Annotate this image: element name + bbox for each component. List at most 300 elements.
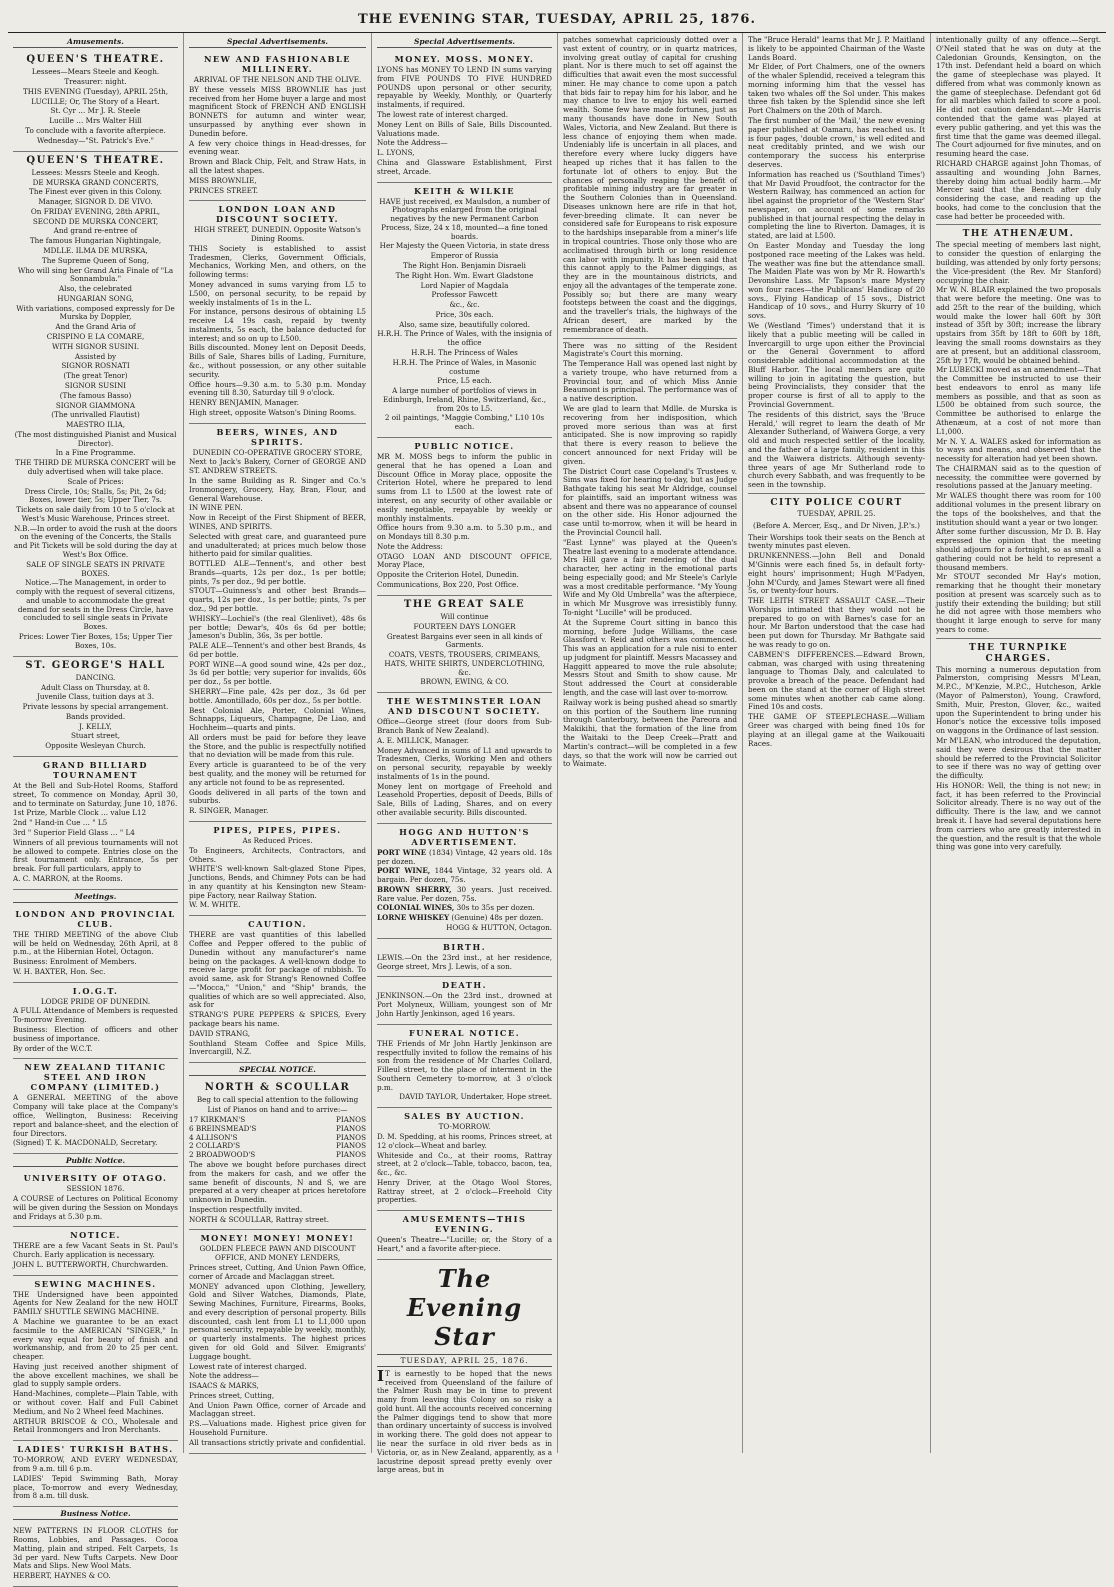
ad-westminster-loan bbox=[377, 693, 552, 824]
ad-title: NEW ZEALAND TITANIC STEEL AND IRON COMPANY (LIMITED.) bbox=[24, 1062, 167, 1093]
ad-line: By order of the W.C.T. bbox=[13, 1043, 93, 1053]
ad-line: NORTH & SCOULLAR, Rattray street. bbox=[189, 1214, 329, 1224]
article-paragraph: Railway work is being pushed ahead so smartly on this portion of the Southern line running through Canterbury, between the Pareora and Makikihi, that the formation of the line from the Waitaki to the Deep Creek—Pratt and Martin's contract—will be completed in a few days, so that the work will now be carried out to Waimate. bbox=[563, 697, 737, 769]
ad-line: THERE are vast quantities of this labelled Coffee and Pepper offered to the public of Dunedin without any manufacturer's name being on the packages. A well-known dodge to receive large profit for package of rubbish. To avoid same, ask for Strang's Renowned Coffee—"Mocca," "Union," and "Ship" brands, the qualities of which are so well appreciated. Also, ask for bbox=[189, 930, 366, 1010]
article-paragraph: Information has reached us ('Southland Times') that Mr David Proudfoot, the contractor for the Western Railway, has commenced an action for libel against the proprietor of the 'Western Star' newspaper, on account of some remarks published in that journal respecting the delay in completing the line to Riverton. Damages, it is stated, are laid at L500. bbox=[748, 169, 925, 241]
ad-line: HUNGARIAN SONG, bbox=[57, 293, 134, 303]
column-4 bbox=[558, 33, 743, 1453]
ad-line: J. KELLY, bbox=[79, 721, 112, 731]
police-court-heading: CITY POLICE COURT bbox=[770, 497, 903, 508]
table-cell: 4 ALLISON'S bbox=[189, 1132, 238, 1142]
ad-line: And Union Pawn Office, corner of Arcade and Maclaggan street. bbox=[189, 1400, 366, 1419]
ad-line: Lessees: Messrs Steele and Keogh. bbox=[31, 167, 160, 177]
ad-body bbox=[13, 1242, 178, 1269]
ad-line: Notice.—The Management, in order to comply with the request of several citizens, and unable to accommodate the great demand for seats in the Dress Circle, have concluded to sell single seats in Private Boxes. bbox=[16, 578, 175, 632]
ad-sewing-machines bbox=[13, 1276, 178, 1442]
table-cell: PIANOS bbox=[336, 1123, 366, 1133]
ad-line: (The most distinguished Pianist and Musical Director). bbox=[14, 429, 177, 448]
ad-line: THIS Society is established to assist Tradesmen, Clerks, Government Officials, Mechanics, Working Men, and others, on the following terms: bbox=[189, 243, 366, 280]
ad-line: Inspection respectfully invited. bbox=[189, 1204, 303, 1214]
ad-line: A. C. MARRON, at the Rooms. bbox=[13, 873, 123, 883]
ad-line: SALE OF SINGLE SEATS IN PRIVATE BOXES. bbox=[26, 559, 165, 578]
ad-body bbox=[13, 68, 178, 145]
ad-body bbox=[189, 86, 366, 195]
ad-line: Greatest Bargains ever seen in all kinds of Garments. bbox=[386, 631, 543, 650]
ad-line: DAVID STRANG, bbox=[189, 1028, 251, 1038]
ad-line: And grand re-entree of bbox=[53, 226, 138, 236]
ad-line: Note the Address— bbox=[377, 138, 448, 148]
ad-line: MR M. MOSS begs to inform the public in general that he has opened a Loan and Discount Office in Moray place, opposite the Criterion Hotel, where he prepared to lend sums from L1 to L500 at the lowest rate of interest, on any security of other available or easily negotiable, repayable by weekly or monthly instalments. bbox=[377, 452, 552, 523]
table-cell: PIANOS bbox=[336, 1115, 366, 1125]
ad-north-scoullar bbox=[189, 1079, 366, 1230]
wine-item bbox=[377, 849, 552, 867]
ad-title: LONDON LOAN AND DISCOUNT SOCIETY. bbox=[216, 204, 339, 225]
ad-title: LADIES' TURKISH BATHS. bbox=[17, 1444, 174, 1455]
table-row bbox=[189, 1151, 366, 1160]
ad-line: OTAGO LOAN AND DISCOUNT OFFICE, Moray Place, bbox=[377, 551, 552, 570]
ad-line: HAVE just received, ex Maulsdon, a number of Photographs enlarged from the original negatives by the new Permanent Carbon Process, Size, 24 x 18, mounted—a fine toned boards. bbox=[379, 196, 550, 241]
ad-line: To Engineers, Architects, Contractors, and Others. bbox=[189, 845, 366, 864]
sales-by-auction bbox=[377, 1108, 552, 1211]
ad-line: H.R.H. The Prince of Wales, in Masonic costume bbox=[392, 357, 537, 376]
ad-line: A few very choice things in Head-dresses, for evening wear. bbox=[189, 138, 366, 157]
ad-line: Best Colonial Ale, Porter, Colonial Wines, Schnapps, Liqueurs, Champagne, De Liao, and Hochheim—quarts and pints. bbox=[189, 705, 366, 733]
ad-line: Price, 30s each. bbox=[435, 309, 494, 319]
ad-line: Stuart street, bbox=[70, 731, 121, 741]
wine-list bbox=[377, 849, 552, 923]
ad-provincial-club bbox=[13, 906, 178, 983]
ad-line: Lessees—Mears Steele and Keogh. bbox=[31, 67, 160, 77]
ad-line: MDLLE. ILMA DE MURSKA, bbox=[43, 246, 148, 256]
ad-line: To conclude with a favorite afterpiece. bbox=[25, 126, 166, 136]
ad-line: Will continue bbox=[440, 611, 489, 621]
ad-line: A. E. MILLICK, Manager. bbox=[377, 735, 469, 745]
article-paragraph: intentionally guilty of any offence.—Sergt. O'Neil stated that he was on duty at the Caledonian Grounds, Kensington, on the 17th inst. Defendant held a board on which the game of steeplechase was played. It differed from what was commonly known as the game of steeplechase. Defendant got 6d for all marbles which failed to score a pool. He did not caution defendant.—Mr Harris contended that the game was played at every public gathering, and yet this was the first time that the game was deemed illegal. The Court adjourned for five minutes, and on resuming heard the case. bbox=[936, 35, 1101, 159]
ad-title: LONDON AND PROVINCIAL CLUB. bbox=[15, 908, 176, 929]
ad-line: Treasurer: night. bbox=[64, 77, 127, 87]
ad-title: PIPES, PIPES, PIPES. bbox=[213, 824, 342, 835]
ad-line: Dress Circle, 10s; Stalls, 5s; Pit, 2s 6d; Boxes, lower tier, 5s; Upper Tier, 7s. bbox=[24, 486, 167, 505]
ad-title: I.O.G.T. bbox=[72, 985, 119, 996]
ad-line: On FRIDAY EVENING, 28th APRIL, bbox=[30, 206, 161, 216]
ad-iogt bbox=[13, 983, 178, 1060]
ad-line: Brown and Black Chip, Felt, and Straw Hats, in all the latest shapes. bbox=[189, 157, 366, 175]
ad-line: In a Fine Programme. bbox=[55, 448, 136, 458]
ad-line: R. SINGER, Manager. bbox=[189, 806, 269, 816]
ad-body bbox=[189, 458, 366, 815]
ad-line: Next to Jack's Bakery, Corner of GEORGE AND ST. ANDREW STREETS. bbox=[189, 457, 366, 476]
ad-subtitle: LODGE PRIDE OF DUNEDIN. bbox=[40, 996, 151, 1006]
ad-line: H.R.H. The Prince of Wales, with the insignia of the office bbox=[377, 329, 552, 348]
ad-title: ST. GEORGE'S HALL bbox=[25, 659, 166, 671]
ad-line: (The great Tenor) bbox=[63, 371, 128, 381]
ad-subtitle: DUNEDIN CO-OPERATIVE GROCERY STORE, bbox=[192, 447, 363, 457]
ad-line: Henry Driver, at the Otago Wool Stores, Rattray street, at 2 o'clock—Freehold City properties. bbox=[377, 1177, 552, 1205]
ad-line: CRISPINO E LA COMARE, bbox=[46, 332, 145, 342]
ad-body bbox=[189, 1264, 366, 1448]
piano-list bbox=[189, 1116, 366, 1160]
ad-line: Opposite the Criterion Hotel, Dunedin. bbox=[377, 570, 519, 580]
ad-title: NORTH & SCOULLAR bbox=[204, 1082, 351, 1094]
ad-line: THE THIRD MEETING of the above Club will be held on Wednesday, 26th April, at 8 p.m., at the Hibernian Hotel, Octagon. bbox=[13, 929, 178, 957]
ad-line: At the Bell and Sub-Hotel Rooms, Stafford street, To commence on Monday, April 30, and to terminate on Saturday, June 10, 1876. bbox=[13, 781, 178, 808]
ad-subtitle: As Reduced Prices. bbox=[242, 835, 313, 845]
ad-body: JENKINSON.—On the 23rd inst., drowned at Port Molyneux, William, youngest son of Mr John Hartly Jenkinson, aged 16 years. bbox=[377, 991, 552, 1018]
ad-title: UNIVERSITY OF OTAGO. bbox=[23, 1173, 168, 1184]
ad-subtitle: TO-MORROW. bbox=[438, 1122, 491, 1132]
notice-funeral bbox=[377, 1025, 552, 1108]
ad-line: Money Advanced in sums of L1 and upwards to Tradesmen, Clerks, Working Men and others on personal security, repayable by weekly instalments of 1s in the pound. bbox=[377, 745, 552, 781]
ad-line: WHISKY—Lochiel's (the real Glenlivet), 48s 6s per bottle; Dewar's, 40s 6s 6d per bottle; Jameson's Dublin, 36s, 3s per bottle. bbox=[189, 613, 366, 641]
article-paragraph: The first number of the 'Mail,' the new evening paper published at Oamaru, has reached us. It is four pages, 'double crown,' is well edited and neat creditably printed, and we wish our contemporary the success his enterprise deserves. bbox=[748, 116, 925, 169]
ad-body bbox=[189, 1161, 366, 1224]
ad-line: The Right Hon. Benjamin Disraeli bbox=[403, 260, 526, 270]
ad-body bbox=[13, 1195, 178, 1221]
wine-description: 30 years. Just received. Rare value. Per dozen, 75s. bbox=[377, 884, 553, 903]
article-paragraph: His HONOR: Well, the thing is not new; in fact, it has been referred to the Provincial Solicitor already. There is no way out of the difficulty. There is the law, and we cannot break it. I have had several deputations here from carriers who are greatly interested in the question, and the result is that the whole thing was gone into very carefully. bbox=[936, 780, 1101, 852]
ad-title: CAUTION. bbox=[248, 919, 307, 930]
article-paragraph: Mr Elder, of Port Chalmers, one of the owners of the whaler Splendid, received a telegram this morning informing him that the vessel has taken two whales off the Sol under. This makes three fish taken by the Splendid since she left Port Chalmers on the 20th of March. bbox=[748, 62, 925, 116]
ad-line: BOTTLED ALE—Tennent's, and other best Brands—quarts, 12s per doz., 1s per bottle; pints, 7s per doz., 9d per bottle. bbox=[189, 559, 366, 586]
ad-line: And the Grand Aria of bbox=[55, 322, 136, 332]
ad-line: In the same Building as R. Singer and Co.'s Ironmongery, Grocery, Hay, Bran, Flour, and General Warehouse. bbox=[189, 476, 366, 503]
turnpike-heading: THE TURNPIKE CHARGES. bbox=[968, 642, 1069, 664]
ad-body: THE Friends of Mr John Hartly Jenkinson are respectfully invited to follow the remains of his son from the residence of Mr Charles Collard, Filleul street, to the place of interment in the Southern Cemetery to-morrow, at 3 o'clock p.m. bbox=[377, 1038, 552, 1092]
ad-subtitle: ARRIVAL OF THE NELSON AND THE OLIVE. bbox=[193, 75, 362, 85]
paper-date: TUESDAY, APRIL 25, 1876. bbox=[377, 1354, 552, 1367]
ad-line: Goods delivered in all parts of the town and suburbs. bbox=[189, 787, 366, 806]
columns bbox=[8, 33, 1106, 1581]
ad-title: HOGG AND HUTTON'S ADVERTISEMENT. bbox=[399, 826, 530, 847]
ad-line: Beg to call special attention to the following bbox=[196, 1095, 359, 1105]
ad-line: Money Lent on Bills of Sale, Bills Discounted. Valuations made. bbox=[377, 119, 552, 138]
ad-line: Every article is guaranteed to be of the very best quality, and the money will be returned for any article not found to be as represented. bbox=[189, 760, 366, 787]
ad-line: P.S.—Valuations made. Highest price given for Household Furniture. bbox=[189, 1419, 366, 1438]
article-paragraph: Mr WALES thought there was room for 100 additional volumes in the present library on the tops of the bookshelves, and that the institution should want a year or two longer. bbox=[936, 491, 1101, 527]
section-header: Meetings. bbox=[13, 892, 178, 903]
article-paragraph: RICHARD CHARGE against John Thomas, of assaulting and wounding John Barnes, thereby doing him actual bodily harm.—Mr Mercer said that the Bench after duly considering the case, and reading up the books, had come to the conclusion that the case had better be proceeded with. bbox=[936, 158, 1101, 221]
article-paragraph: We are glad to learn that Mdlle. de Murska is recovering from her indisposition, which proved more serious than was at first anticipated. She is now improving so rapidly that there is every reason to believe the concert announced for next Friday will be given. bbox=[563, 404, 737, 466]
notice-birth bbox=[377, 939, 552, 978]
ad-notice-st-pauls bbox=[13, 1227, 178, 1275]
amusements-this-evening bbox=[377, 1211, 552, 1260]
ad-line: Princes street, Cutting, bbox=[189, 1390, 275, 1400]
ad-body bbox=[13, 1094, 178, 1148]
ad-line: The Right Hon. Wm. Ewart Gladstone bbox=[395, 270, 534, 280]
ad-line: HERBERT, HAYNES & CO. bbox=[13, 1571, 111, 1581]
ad-line: SECOND DE MURSKA CONCERT, bbox=[32, 216, 159, 226]
ad-title: THE WESTMINSTER LOAN AND DISCOUNT SOCIETY. bbox=[386, 696, 543, 717]
ad-floor-cloths bbox=[13, 1523, 178, 1587]
ad-line: THERE are a few Vacant Seats in St. Paul's Church. Early application is necessary. bbox=[13, 1241, 178, 1260]
ad-line: Juvenile Class, tuition days at 3. bbox=[36, 692, 155, 702]
wine-description: (Genuine) 48s per dozen. bbox=[451, 913, 544, 923]
athenaeum-heading: THE ATHENÆUM. bbox=[962, 229, 1075, 240]
ad-line: A COURSE of Lectures on Political Economy will be given during the Session on Mondays and Fridays at 5.30 p.m. bbox=[13, 1193, 178, 1221]
article-paragraph: The residents of this district, says the 'Bruce Herald,' will regret to learn the death of Mr Alexander Sutherland, of Waiwera Gorge, a very old and much respected settler of the locality, and the father of a large family, resident in this and the Waiwera districts. Although seventy-three years of age Mr Sutherland rode to church every Sabbath, and was frequently to be seen in the township. bbox=[748, 409, 925, 490]
ad-line: BY these vessels MISS BROWNLIE has just received from her Home buyer a large and most magnificent Stock of FRENCH AND ENGLISH BONNETS for autumn and winter wear, unsurpassed by anything ever shown in Dunedin before. bbox=[189, 84, 366, 138]
ad-theatre-murska bbox=[13, 152, 178, 657]
ad-line: The Supreme Queen of Song, bbox=[41, 255, 150, 265]
ad-line: THIS EVENING (Tuesday), APRIL 25th, bbox=[22, 86, 168, 96]
ad-line: Assisted by bbox=[74, 351, 117, 361]
ad-title: MONEY! MONEY! MONEY! bbox=[200, 1233, 355, 1244]
ad-turkish-baths bbox=[13, 1441, 178, 1507]
ad-line: 2nd " Hand-in Cue … " L5 bbox=[13, 818, 108, 828]
table-cell: 6 BREINSMEAD'S bbox=[189, 1123, 257, 1133]
ad-line: THE Undersigned have been appointed Agents for New Zealand for the new HOLT FAMILY SHUTTLE SEWING MACHINE. bbox=[13, 1289, 178, 1317]
ad-body bbox=[13, 782, 178, 884]
ad-line: LUCILLE; Or, The Story of a Heart. bbox=[31, 96, 160, 106]
wine-description: 1844 Vintage, 32 years old. A bargain. Per dozen, 75s. bbox=[377, 866, 552, 885]
ad-title: SEWING MACHINES. bbox=[34, 1278, 157, 1289]
ad-beers-wines bbox=[189, 424, 366, 822]
paper-nameplate: The Evening Star bbox=[406, 1263, 523, 1352]
ad-title: NEW AND FASHIONABLE MILLINERY. bbox=[203, 54, 352, 75]
ad-line: D. M. Spedding, at his rooms, Princes street, at 12 o'clock—Wheat and barley. bbox=[377, 1131, 552, 1150]
article-paragraph: We (Westland 'Times') understand that it is likely that a public meeting will be called in Invercargill to urge upon either the Provincial or the General Government to afford considerable additional accommodation at the Bluff Harbor. The local members are quite willing to join in agitating the question, but being Provincialists, they consider that the proper course is first of all to apply to the Provincial Government. bbox=[748, 321, 925, 410]
ad-hogg-hutton bbox=[377, 824, 552, 939]
ad-body bbox=[377, 1133, 552, 1205]
ad-line: MISS BROWNLIE, bbox=[189, 175, 257, 185]
article-paragraph: The "Bruce Herald" learns that Mr J. P. Maitland is likely to be appointed Chairman of the Waste Lands Board. bbox=[748, 35, 925, 62]
ad-title: AMUSEMENTS—THIS EVENING. bbox=[402, 1214, 527, 1235]
ad-line: Private lessons by special arrangement. bbox=[22, 702, 169, 712]
ad-body bbox=[189, 1096, 366, 1115]
ad-line: Also, same size, beautifully colored. bbox=[399, 319, 530, 329]
ad-university bbox=[13, 1170, 178, 1227]
ad-line: SIGNOR GIAMMONA bbox=[55, 400, 136, 410]
ad-line: Note the Address: bbox=[377, 541, 443, 551]
article-paragraph: "East Lynne" was played at the Queen's Theatre last evening to a moderate attendance. Mrs Hill gave a fair rendering of the dual character, her acting in the emotional parts being especially good; and Mr Steele's Carlyle was a most creditable performance. "My Young Wife and My Old Umbrella" was the afterpiece, in which Mr Musgrove was irresistibly funny. To-night "Lucille" will be produced. bbox=[563, 537, 737, 617]
ad-line: WHITE'S well-known Salt-glazed Stone Pipes, Junctions, Bends, and Chimney Pots can be had in any quantity at his Kensington new Steam-pipe Factory, near Railway Station. bbox=[189, 864, 366, 900]
ad-body bbox=[189, 847, 366, 910]
notice-death bbox=[377, 977, 552, 1024]
ad-line: N.B.—In order to avoid the rush at the doors on the evening of the Concerts, the Stalls and Pit Tickets will be sold during the day at West's Box Office. bbox=[13, 523, 178, 560]
ad-line: PORT WINE—A good sound wine, 42s per doz., 3s 6d per bottle; very superior for invalids, 60s per doz., 5s per bottle. bbox=[189, 659, 366, 687]
table-cell: 2 BROADWOOD'S bbox=[189, 1150, 256, 1160]
ad-line: LYONS has MONEY TO LEND IN sums varying from FIVE POUNDS TO FIVE HUNDRED POUNDS upon personal or other security, repayable by Weekly, Monthly, or Quarterly instalments, if required. bbox=[377, 65, 552, 110]
ad-line: HENRY BENJAMIN, Manager. bbox=[189, 398, 299, 408]
ad-line: ISAACS & MARKS, bbox=[189, 1381, 259, 1391]
ad-body bbox=[377, 613, 552, 687]
ad-line: Having just received another shipment of the above excellent machines, we shall be glad to supply sample orders. bbox=[13, 1361, 178, 1389]
ad-line: W. H. BAXTER, Hon. Sec. bbox=[13, 966, 106, 976]
ad-line: 1st Prize, Marble Clock … value L12 bbox=[13, 808, 147, 818]
article-paragraph: Mr LUBECKI moved as an amendment—That the Committee be instructed to use their best endeavors to enrol as many life members as possible, and that as soon as L500 be obtained from such source, the Committee be authorised to enlarge the Athenæum, at a cost of not more than L1,000. bbox=[936, 365, 1101, 436]
ad-line: Professor Fawcett bbox=[431, 290, 498, 300]
ad-line: Winners of all previous tournaments will not be allowed to compete. Entries close on the first tournament only. Entrance, 5s per break. For full particulars, apply to bbox=[13, 837, 178, 874]
article-paragraph: Mr STOUT seconded Mr Hay's motion, remarking that he thought their monetary position at present was scarcely such as to justify their extending the building; but still he did not agree with those members who thought it large enough to serve for many years to come. bbox=[936, 572, 1101, 634]
ad-st-georges-hall bbox=[13, 657, 178, 757]
ad-body bbox=[13, 1456, 178, 1501]
table-cell: PIANOS bbox=[336, 1132, 366, 1142]
table-cell: 2 COLLARD'S bbox=[189, 1141, 241, 1151]
ad-line: Now in Receipt of the First Shipment of BEER, WINES, AND SPIRITS. bbox=[189, 513, 366, 531]
ad-caution-strang bbox=[189, 916, 366, 1063]
article-paragraph: The District Court case Copeland's Trustees v. Sims was fixed for hearing to-day, but as Judge Bathgate taking his seat Mr Aldridge, counsel for plaintiffs, said an important witness was absent and there was no appearance of counsel on the other side. His Honor adjourned the case until to-morrow, when it will be heard in the Provincial Council hall. bbox=[563, 466, 737, 537]
section-header: Public Notice. bbox=[13, 1156, 178, 1167]
article-paragraph: The Temperance Hall was opened last night by a variety troupe, who have returned from a Provincial tour, and of which Miss Annie Beaumont is principal. The performance was of a native description. bbox=[563, 359, 737, 404]
ad-title: BIRTH. bbox=[442, 941, 487, 952]
ad-line: Her Majesty the Queen Victoria, in state dress bbox=[379, 241, 550, 251]
ad-millinery bbox=[189, 51, 366, 201]
article-paragraph: This morning a numerous deputation from Palmerston, comprising Messrs M'Lean, M.P.C., M'Kenzie, M.P.C., Hutcheson, Arkle (Mayor of Palmerston), Young, Crawford, Smith, Muir, Preston, Glover, &c., waited upon the Superintendent to bring under his Honor's notice the excessive tolls imposed on waggons in the Ordinance of last session. bbox=[936, 664, 1101, 736]
ad-line: Also, the celebrated bbox=[58, 284, 133, 294]
ad-london-loan bbox=[189, 201, 366, 423]
ad-line: The lowest rate of interest charged. bbox=[377, 110, 509, 120]
ad-line: (Signed) T. K. MACDONALD, Secretary. bbox=[13, 1138, 158, 1148]
ad-signature: HOGG & HUTTON, Octagon. bbox=[446, 923, 552, 933]
ad-line: Scale of Prices: bbox=[67, 476, 124, 486]
page-masthead: THE EVENING STAR, TUESDAY, APRIL 25, 1876. bbox=[8, 6, 1106, 33]
ad-body bbox=[377, 198, 552, 433]
ad-body bbox=[13, 1527, 178, 1581]
ad-line: The Finest ever given in this Colony. bbox=[29, 187, 162, 197]
ad-title: NOTICE. bbox=[70, 1230, 121, 1241]
ad-line: Office—George street (four doors from Sub-Branch Bank of New Zealand). bbox=[377, 717, 552, 735]
ad-subtitle: GOLDEN FLEECE PAWN AND DISCOUNT OFFICE, AND MONEY LENDERS, bbox=[199, 1244, 356, 1263]
ad-line: 2 oil paintings, "Maggie Combing," L10 10s each. bbox=[384, 413, 545, 432]
ad-line: Note the address— bbox=[189, 1371, 259, 1381]
ad-line: H.R.H. The Princess of Wales bbox=[411, 348, 518, 358]
wine-description: (1834) Vintage, 42 years old. 18s per dozen. bbox=[377, 847, 552, 866]
ad-title: DEATH. bbox=[442, 980, 487, 991]
article-paragraph: Their Worships took their seats on the Bench at twenty minutes past eleven. bbox=[748, 532, 925, 551]
ad-line: With variations, composed expressly for De Murska by Doppler, bbox=[16, 303, 175, 322]
ad-line: Business: Enrolment of Members. bbox=[13, 957, 137, 967]
table-cell: PIANOS bbox=[336, 1141, 366, 1151]
ad-line: Office hours from 9.30 a.m. to 5.30 p.m., and on Mondays till 8.30 p.m. bbox=[377, 523, 552, 542]
ad-line: High street, opposite Watson's Dining Rooms. bbox=[189, 407, 357, 417]
section-header: Special Advertisements. bbox=[189, 37, 366, 48]
ad-body: Queen's Theatre—"Lucille; or, the Story of a Heart," and a favorite after-piece. bbox=[377, 1235, 552, 1254]
ad-line: NEW PATTERNS IN FLOOR CLOTHS for Rooms, Lobbies, and Passages. Cocoa Matting, plain and striped. Felt Carpets, 1s 3d per yard. New Tufts Carpets. New Door Mats and Slips. New Wool Mats. bbox=[13, 1526, 178, 1571]
ad-line: THE THIRD DE MURSKA CONCERT will be duly advertised when will take place. bbox=[15, 458, 176, 476]
ad-body: LEWIS.—On the 23rd inst., at her residence, George street, Mrs J. Lewis, of a son. bbox=[377, 952, 552, 971]
ad-line: Bands provided. bbox=[65, 711, 126, 721]
ad-body bbox=[13, 169, 178, 651]
article-paragraph: DRUNKENNESS.—John Bell and Donald M'Ginnis were each fined 5s, in default forty-eight hours' imprisonment; Hugh M'Fadyen, John M'Curdy, and James Stewart were all fined 5s, or twenty-four hours. bbox=[748, 551, 925, 596]
ad-body bbox=[189, 245, 366, 418]
ad-line: DANCING. bbox=[75, 672, 116, 682]
ad-line: Price, L5 each. bbox=[437, 376, 492, 386]
article-paragraph: On Easter Monday and Tuesday the long postponed race meeting of the Lakes was held. The weather was fine but the attendance small. The Maiden Plate was won by Mr R. Howarth's Devonshire Lass. Mr Tapson's mare Mystery won four races—the Publicans' Handicap of 20 sovs., Flying Handicap of 15 sovs., District Handicap of 10 sovs., and Hurry Skurry of 10 sovs. bbox=[748, 240, 925, 321]
ad-great-sale bbox=[377, 596, 552, 693]
ad-pipes bbox=[189, 822, 366, 916]
ad-line: The famous Hungarian Nightingale, bbox=[29, 236, 162, 246]
ad-line: Money lent on mortgage of Freehold and Leasehold Properties, deposit of Deeds, Bills of Sale, Bills of Lading, Shares, and on every other available security. Bills discounted. bbox=[377, 781, 552, 818]
section-header: Business Notice. bbox=[13, 1509, 178, 1520]
ad-body bbox=[13, 1007, 178, 1053]
ad-subtitle: HIGH STREET, DUNEDIN. Opposite Watson's Dining Rooms. bbox=[194, 225, 361, 244]
ad-body bbox=[377, 66, 552, 176]
ad-title: FUNERAL NOTICE. bbox=[408, 1027, 521, 1038]
article-paragraph: CABMEN'S DIFFERENCES.—Edward Brown, cabman, was charged with using threatening language to Thomas Daly, and calculated to provoke a breach of the peace. Defendant had been on the stand at the corner of High street some minutes when another cab came along. Fined 10s and costs. bbox=[748, 649, 925, 712]
ad-line: Lucille … Mrs Walter Hill bbox=[49, 116, 142, 126]
ad-line: COATS, VESTS, TROUSERS, CRIMEANS, HATS, WHITE SHIRTS, UNDERCLOTHING, &c. bbox=[384, 650, 545, 677]
ad-line: (The unrivalled Flautist) bbox=[51, 410, 140, 420]
ad-body bbox=[13, 931, 178, 977]
ad-line: Tickets on sale daily from 10 to 5 o'clock at West's Music Warehouse, Princes street. bbox=[16, 505, 175, 523]
ad-line: China and Glassware Establishment, First street, Arcade. bbox=[377, 157, 552, 176]
ad-line: Wednesday—"St. Patrick's Eve." bbox=[37, 135, 154, 145]
ad-title: MONEY. MOSS. MONEY. bbox=[394, 54, 535, 65]
ad-line: All orders must be paid for before they leave the Store, and the public is respectfully notified that no deviation will be made from this rule. bbox=[189, 732, 366, 760]
ad-title: QUEEN'S THEATRE. bbox=[26, 54, 165, 66]
column-2 bbox=[184, 33, 372, 1453]
ad-line: STOUT—Guinness's and other best Brands—quarts, 12s per doz., 1s per bottle; pints, 7s per doz., 9d per bottle. bbox=[189, 586, 366, 613]
ad-line: Prices: Lower Tier Boxes, 15s; Upper Tier Boxes, 10s. bbox=[18, 632, 173, 650]
wine-name: LORNE WHISKEY bbox=[377, 913, 450, 923]
ad-body bbox=[13, 674, 178, 751]
ad-line: A Machine we guarantee to be an exact facsimile to the AMERICAN "SINGER," In every way equal for beauty of finish and workmanship, and from 20 to 25 per cent. cheaper. bbox=[13, 1317, 178, 1362]
ad-line: (The famous Basso) bbox=[59, 390, 132, 400]
wine-name: PORT WINE, bbox=[377, 866, 431, 876]
column-6 bbox=[931, 33, 1106, 1453]
divider bbox=[936, 638, 1101, 639]
ad-subtitle: SESSION 1876. bbox=[66, 1184, 125, 1194]
ad-line: A large number of portfolios of views in Edinburgh, Ireland, Rhine, Switzerland, &c., from 20s to L5. bbox=[382, 386, 547, 413]
ad-line: Southland Steam Coffee and Spice Mills, Invercargill, N.Z. bbox=[189, 1038, 366, 1057]
article-paragraph: Mr M'LEAN, who introduced the deputation, said they were desirous that the matter should be referred to the Provincial Solicitor to see if there was no way of getting over the difficulty. bbox=[936, 735, 1101, 781]
ad-line: Selected with great care, and guaranteed pure and unadulterated; at prices much below those hitherto paid for similar qualities. bbox=[189, 531, 366, 559]
wine-item bbox=[377, 904, 552, 913]
ad-line: IN WINE PEN. bbox=[189, 503, 243, 513]
wine-item bbox=[377, 886, 552, 904]
ad-body bbox=[189, 931, 366, 1057]
article-paragraph: THE LEITH STREET ASSAULT CASE.—Their Worships intimated that they would not be prepared to go on with Barnes's case for an hour. Mr Barton understood that the case had been put down for Thursday. Mr Bathgate said he was ready to go on. bbox=[748, 596, 925, 649]
ad-line: &c., &c. bbox=[449, 300, 480, 310]
ad-line: Opposite Wesleyan Church. bbox=[45, 741, 146, 751]
article-paragraph: THE GAME OF STEEPLECHASE.—William Greer was charged with being fined 10s for playing at an illegal game at the Waikouaiti Races. bbox=[748, 712, 925, 748]
ad-line: For instance, persons desirous of obtaining L5 receive L4 19s cash, repaid by twenty instalments, 5s each, the balance deducted for interest; and so on up to L500. bbox=[189, 307, 366, 343]
wine-item bbox=[377, 867, 552, 885]
ad-line: Emperor of Russia bbox=[430, 251, 499, 261]
ad-line: W. M. WHITE. bbox=[189, 900, 241, 910]
table-cell: 17 KIRKMAN'S bbox=[189, 1115, 246, 1125]
ad-line: Princes street, Cutting, And Union Pawn Office, corner of Arcade and Maclaggan street. bbox=[189, 1262, 366, 1281]
ad-line: Lord Napier of Magdala bbox=[420, 280, 509, 290]
ad-line: Bills discounted. Money lent on Deposit Deeds, Bills of Sale, Shares bills of Lading, Furniture, &c., without possession, or any other suitable security. bbox=[189, 343, 366, 379]
leading-article: IT is earnestly to be hoped that the news received from Queensland of the failure of the Palmer Rush may be in time to prevent many from leaving this Colony on so risky a gold hunt. All the accounts received concerning the Palmer diggings tend to show that more than ordinary uncertainty of success is involved in working there. The gold does not appear to lie near the surface in old river beds as in Victoria, or, as in New Zealand, apparently, as a lacustrine deposit spread pretty evenly over large areas, but in bbox=[377, 1366, 552, 1475]
ad-line: STRANG'S PURE PEPPERS & SPICES, Every package bears his name. bbox=[189, 1010, 366, 1029]
ad-line: Lowest rate of interest charged. bbox=[189, 1361, 307, 1371]
police-court-date: TUESDAY, APRIL 25. bbox=[797, 508, 876, 518]
article-paragraph: The special meeting of members last night, to consider the question of enlarging the building, was attended by only forty persons; the Vice-president (the Rev. Mr Stanford) occupying the chair. bbox=[936, 240, 1101, 285]
article-paragraph: patches somewhat capriciously dotted over a vast extent of country, or in quartz matrices, involving great outlay of capital for crushing plant. Nor is there much to set off against the difficulties that await even the most successful miner. He may chance to come upon a patch that bids fair to repay him for his labor, and he may chance to live to enjoy his well earned wealth. Some few have made fortunes, just as many thousands have done in New South Wales, Victoria, and New Zealand. But there is less chance of enjoying them when made. Undeniably life is uncertain in all places, and therefore every where lucky diggers have heaped up riches that it has fallen to the fortunate lot of others to enjoy. But the chances of personally reaping the benefit of profitable mining industry are far greater in the Southern Colonies than in Queensland. Diseases unknown here are rife in that hot, fever-breeding climate. It can never be considered safe for Europeans to risk exposure to the hardships inseparable from a miner's life in tropical countries. Those only those who are acclimatised through birth or long residence can labor with impunity. It has been said that this cannot apply to the Palmer diggings, as they are in the mountainous districts, and enjoy all the advantages of the temperate zone. Possibly so; but there are many weary footsteps between the coast and the diggings, and the traveller's trials, the highways of the African desert, are marked by the remembrance of death. bbox=[563, 35, 737, 334]
ad-line: The above we bought before purchases direct from the makers for cash, and we offer the same benefit of discounts, N and S, we are prepared at a very cheaper at prices heretofore unknown in Dunedin. bbox=[189, 1159, 366, 1205]
wine-description: 30s to 35s per dozen. bbox=[456, 903, 535, 913]
ad-line: Whiteside and Co., at their rooms, Rattray street, at 2 o'clock—Table, tobacco, bacon, tea, &c., &c. bbox=[377, 1150, 552, 1178]
ad-body bbox=[377, 718, 552, 818]
article-paragraph: At the Supreme Court sitting in banco this morning, before Judge Williams, the case Glassford v. Reid and others was commenced. This was an application for a rule nisi to enter up judgment for plaintiff. Messrs Macassey and Haggitt appeared to move the rule absolute; Messrs Stout and Smith to show cause. Mr Stout addressed the Court at considerable length, and the case will last over to-morrow. bbox=[563, 617, 737, 698]
ad-line: MAESTRO ILIA, bbox=[65, 420, 126, 430]
ad-line: L. LYONS, bbox=[377, 148, 415, 158]
ad-line: PALE ALE—Tennent's and other best Brands, 4s 6d per bottle. bbox=[189, 641, 366, 659]
ad-line: DE MURSKA GRAND CONCERTS, bbox=[32, 177, 159, 187]
section-header: SPECIAL NOTICE. bbox=[189, 1065, 366, 1076]
column-5 bbox=[743, 33, 931, 1453]
ad-title: BEERS, WINES, AND SPIRITS. bbox=[216, 426, 339, 447]
ad-line: BROWN, EWING, & CO. bbox=[420, 677, 509, 687]
table-cell: PIANOS bbox=[336, 1150, 366, 1160]
column-1 bbox=[8, 33, 184, 1581]
ad-line: WITH SIGNOR SUSINI. bbox=[51, 341, 140, 351]
ad-line: Who will sing her Grand Aria Finale of "La Sonnambula." bbox=[17, 265, 174, 284]
ad-line: LADIES' Tepid Swimming Bath, Moray place, To-morrow and every Wednesday, from 8 a.m. till dusk. bbox=[13, 1473, 178, 1501]
ad-body bbox=[377, 453, 552, 590]
